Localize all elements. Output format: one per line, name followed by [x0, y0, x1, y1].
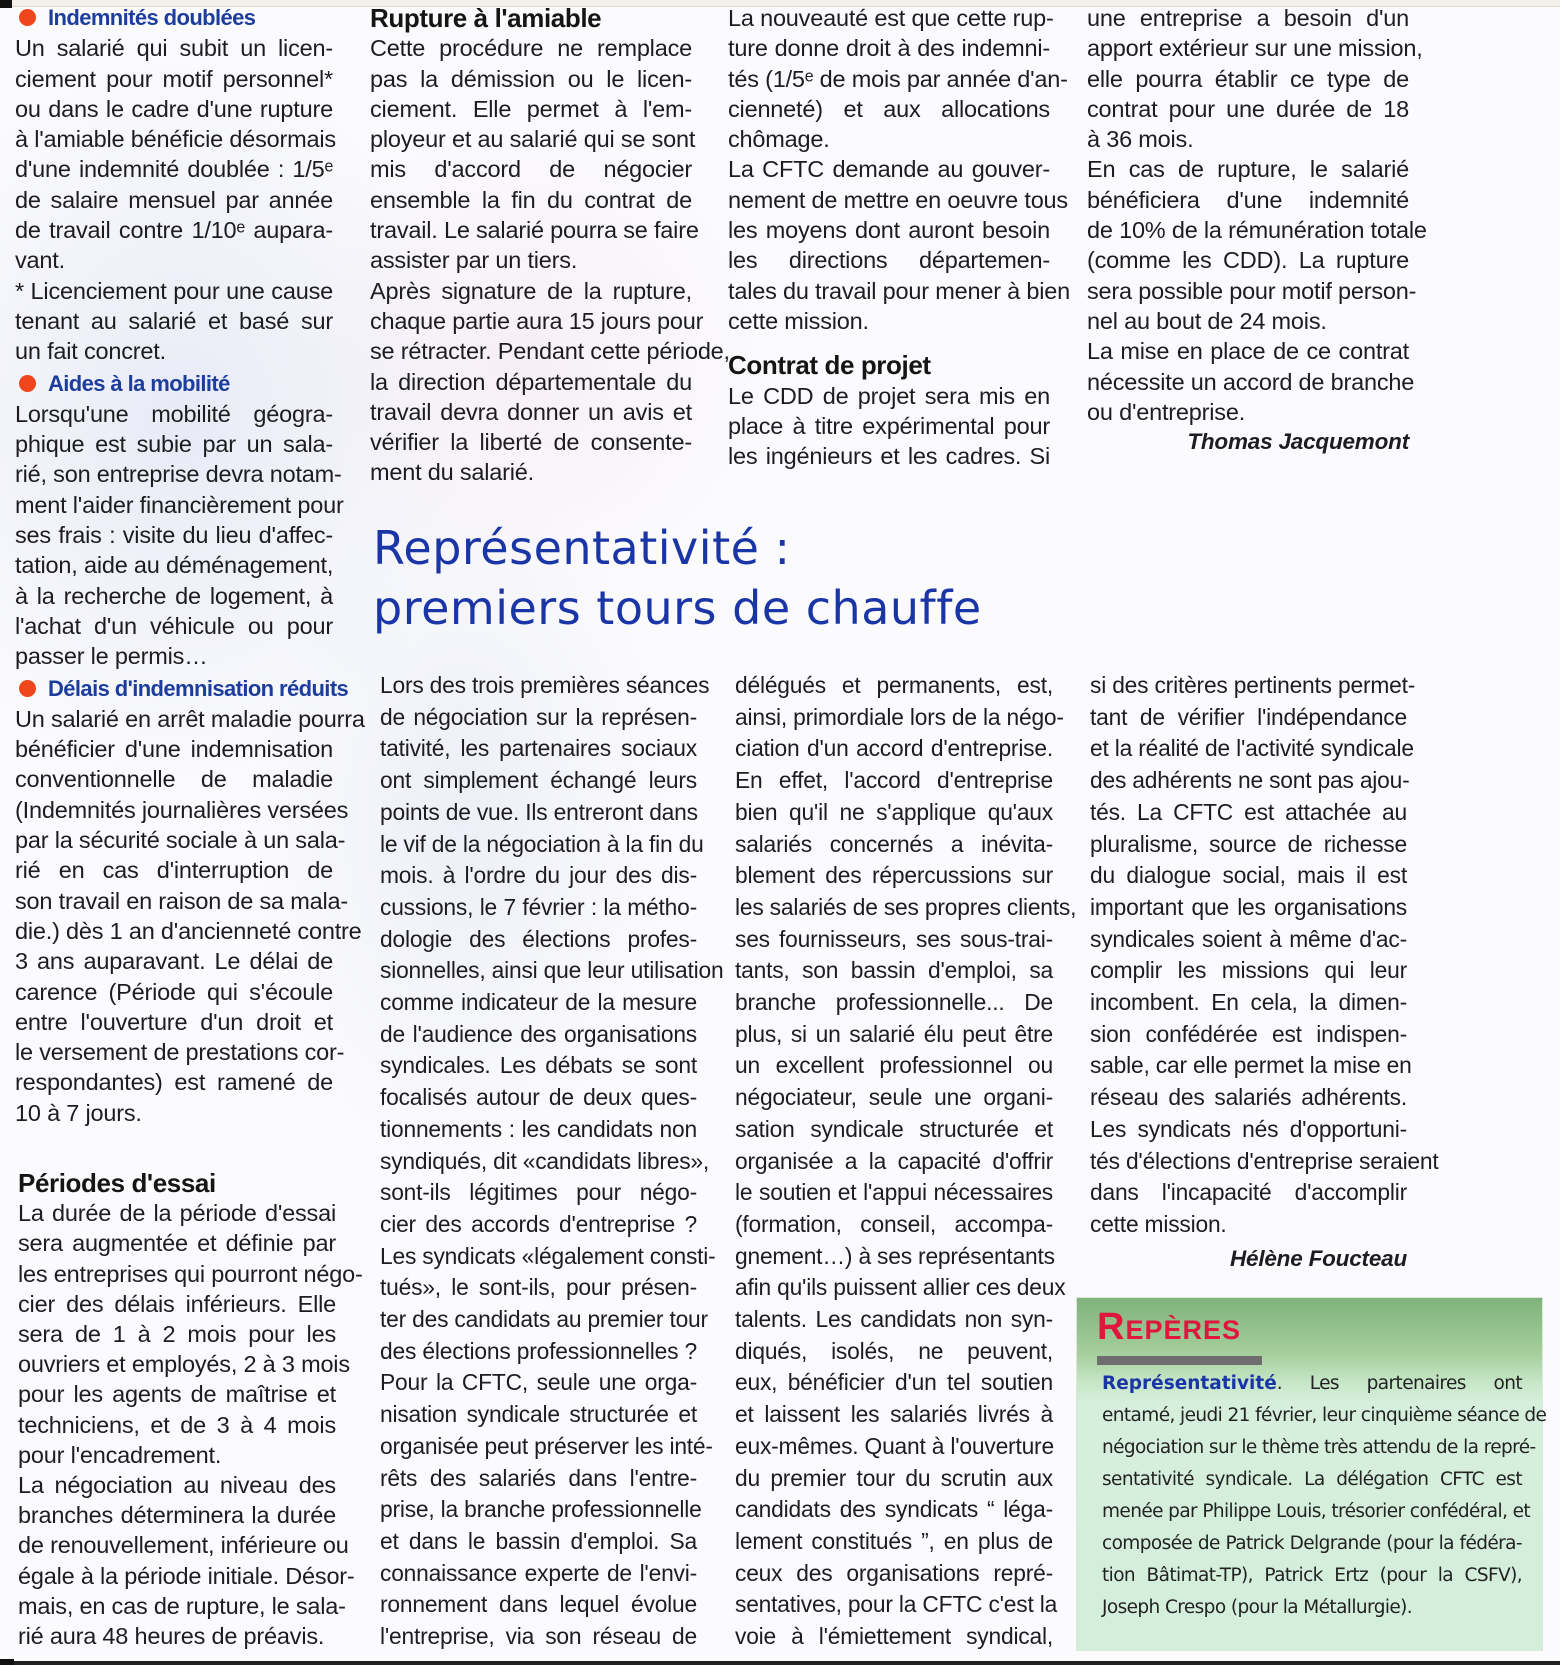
article-title-line-2: premiers tours de chauffe: [373, 581, 982, 635]
bullet-heading-text: Aides à la mobilité: [48, 370, 230, 396]
text-line: conventionnelle de maladie: [15, 766, 333, 793]
text-line: afin qu'ils puissent allier ces deux: [735, 1274, 1066, 1301]
text-line: tés (1/5ᵉ de mois par année d'an-: [728, 65, 1068, 92]
scan-corner-mark: [0, 1659, 14, 1665]
text-line: sentatives, pour la CFTC c'est la: [735, 1591, 1058, 1618]
text-line: syndiqués, dit «candidats libres»,: [380, 1147, 710, 1174]
text-line: Lorsqu'une mobilité géogra-: [15, 400, 333, 427]
text-line: tionnements : les candidats non: [380, 1115, 697, 1142]
text-line: comme indicateur de la mesure: [380, 989, 697, 1016]
text-line: un excellent professionnel ou: [735, 1052, 1053, 1079]
text-line: respondantes) est ramené de: [15, 1069, 333, 1096]
reperes-line: . Les partenaires ont: [1276, 1373, 1522, 1394]
text-line: Après signature de la rupture,: [370, 277, 692, 304]
text-line: composée de Patrick Delgrande (pour la fédéra-: [1102, 1533, 1522, 1554]
text-line: de l'audience des organisations: [380, 1020, 697, 1047]
text-line: pas la démission ou le licen-: [370, 65, 692, 92]
text-line: nisation syndicale structurée et: [380, 1401, 697, 1428]
text-line: une entreprise a besoin d'un: [1087, 5, 1409, 31]
author-signature: Thomas Jacquemont: [1187, 429, 1409, 455]
text-line: ment l'aider financièrement pour: [15, 491, 344, 518]
text-line: complir les missions qui leur: [1090, 957, 1407, 984]
text-line: ensemble la fin du contrat de: [370, 186, 692, 213]
text-line: sion confédérée est indispen-: [1090, 1020, 1407, 1047]
text-line: vant.: [15, 247, 65, 274]
text-line: de renouvellement, inférieure ou: [18, 1532, 349, 1559]
text-line: l'entreprise, via son réseau de: [380, 1623, 697, 1650]
text-line: organisée peut préserver les inté-: [380, 1432, 713, 1459]
text-line: nel au bout de 24 mois.: [1087, 307, 1327, 334]
text-line: dans l'incapacité d'accomplir: [1090, 1179, 1407, 1206]
text-line: dologie des élections profes-: [380, 925, 697, 952]
text-line: et dans le bassin d'emploi. Sa: [380, 1527, 697, 1554]
reperes-body: [1102, 1368, 1547, 1624]
text-line: tales du travail pour mener à bien: [728, 277, 1070, 304]
text-line: ouvriers et employés, 2 à 3 mois: [18, 1351, 350, 1378]
text-line: la direction départementale du: [370, 368, 692, 395]
text-line: un fait concret.: [15, 338, 166, 365]
text-line: menée par Philippe Louis, trésorier confédéral, et: [1102, 1501, 1531, 1522]
text-line: le vif de la négociation à la fin du: [380, 830, 704, 857]
text-line: eux, bénéficier d'un tel soutien: [735, 1369, 1053, 1396]
text-line: 3 ans auparavant. Le délai de: [15, 948, 333, 975]
text-line: En cas de rupture, le salarié: [1087, 156, 1409, 183]
text-line: branches déterminera la durée: [18, 1502, 336, 1529]
text-line: mois. à l'ordre du jour des dis-: [380, 862, 697, 889]
column-benefits: [15, 3, 365, 1128]
text-line: syndicales soient à même d'ac-: [1090, 925, 1407, 952]
text-line: sionnelles, ainsi que leur utilisation: [380, 957, 724, 984]
text-line: techniciens, et de 3 à 4 mois: [18, 1411, 336, 1438]
text-line: ronnement dans lequel évolue: [380, 1591, 697, 1618]
bottom-edge-rule: [0, 1661, 1560, 1665]
reperes-text: [1102, 1400, 1547, 1624]
text-line: talents. Les candidats non syn-: [735, 1306, 1053, 1333]
article-title: [373, 518, 1073, 638]
paragraph-rupture: [370, 33, 730, 487]
red-bullet-icon: [19, 375, 36, 392]
text-line: La nouveauté est que cette rup-: [728, 5, 1054, 31]
text-line: travail devra donner un avis et: [370, 398, 692, 425]
paragraph-representativite-2: [735, 670, 1077, 1653]
text-line: du dialogue social, mais il est: [1090, 862, 1407, 889]
text-line: sentativité syndicale. La délégation CFTC est: [1102, 1469, 1522, 1490]
column-periodes-essai: [18, 1168, 363, 1651]
text-line: égale à la période initiale. Désor-: [18, 1562, 355, 1589]
text-line: ter des candidats au premier tour: [380, 1306, 708, 1333]
text-line: (Indemnités journalières versées: [15, 796, 349, 823]
text-line: Lors des trois premières séances: [380, 672, 710, 698]
text-line: (formation, conseil, accompa-: [735, 1210, 1053, 1237]
text-line: sera possible pour motif person-: [1087, 277, 1417, 304]
column-contrat-projet-cont: [1087, 3, 1427, 457]
text-line: ou d'entreprise.: [1087, 398, 1246, 425]
reperes-underline-bar: [1097, 1356, 1262, 1365]
text-line: cette mission.: [1090, 1210, 1227, 1237]
text-line: l'achat d'un véhicule ou pour: [15, 612, 333, 639]
text-line: tant de vérifier l'indépendance: [1090, 703, 1407, 730]
red-bullet-icon: [19, 9, 36, 26]
paragraph-representativite-1: [380, 670, 724, 1653]
text-line: passer le permis…: [15, 643, 208, 670]
text-line: le soutien et l'appui nécessaires: [735, 1179, 1053, 1206]
text-line: ceux des organisations repré-: [735, 1559, 1053, 1586]
reperes-first-line: [1102, 1368, 1522, 1400]
text-line: tation, aide au déménagement,: [15, 552, 334, 579]
text-line: cier des délais inférieurs. Elle: [18, 1290, 336, 1317]
paragraph-representativite-3: [1090, 670, 1439, 1241]
text-line: organisée a la capacité d'offrir: [735, 1147, 1053, 1174]
text-line: réseau des salariés adhérents.: [1090, 1084, 1407, 1111]
text-line: die.) dès 1 an d'ancienneté contre: [15, 917, 362, 944]
text-line: eux-mêmes. Quant à l'ouverture: [735, 1432, 1054, 1459]
text-line: incombent. En cela, la dimen-: [1090, 989, 1407, 1016]
text-line: rié aura 48 heures de préavis.: [18, 1623, 325, 1650]
text-line: bénéficier d'une indemnisation: [15, 736, 333, 763]
text-line: si des critères pertinents permet-: [1090, 672, 1416, 698]
text-line: pour les agents de maîtrise et: [18, 1381, 336, 1408]
text-line: sation syndicale structurée et: [735, 1115, 1053, 1142]
spacer: [728, 336, 1050, 350]
text-line: négociateur, seule une organi-: [735, 1084, 1053, 1111]
text-line: chômage.: [728, 126, 830, 153]
text-line: se rétracter. Pendant cette période,: [370, 338, 730, 365]
text-line: Joseph Crespo (pour la Métallurgie).: [1102, 1597, 1413, 1618]
section-heading-periodes-essai: Périodes d'essai: [18, 1168, 216, 1198]
text-line: focalisés autour de deux ques-: [380, 1084, 697, 1111]
text-line: les moyens dont auront besoin: [728, 217, 1050, 244]
text-line: sera de 1 à 2 mois pour les: [18, 1321, 336, 1348]
article-title-line-1: Représentativité :: [373, 521, 791, 575]
text-line: chaque partie aura 15 jours pour: [370, 307, 704, 334]
text-line: phique est subie par un sala-: [15, 431, 333, 458]
text-line: salariés concernés a inévita-: [735, 830, 1053, 857]
reperes-title: Repères: [1097, 1306, 1241, 1348]
text-line: ou dans le cadre d'une rupture: [15, 95, 333, 122]
text-line: place à titre expérimental pour: [728, 412, 1050, 439]
text-line: ciation d'un accord d'entreprise.: [735, 735, 1053, 762]
text-line: tativité, les partenaires sociaux: [380, 735, 697, 762]
text-line: à 36 mois.: [1087, 126, 1194, 153]
column-rupture-cont: [728, 3, 1070, 471]
text-line: entamé, jeudi 21 février, leur cinquième séance de: [1102, 1405, 1547, 1426]
text-line: à la recherche de logement, à: [15, 582, 333, 609]
text-line: tués», le sont-ils, pour présen-: [380, 1274, 697, 1301]
text-line: vérifier la liberté de consente-: [370, 429, 692, 456]
paragraph-periodes-essai: [18, 1198, 363, 1651]
text-line: tants, son bassin d'emploi, sa: [735, 957, 1053, 984]
text-line: ses fournisseurs, ses sous-trai-: [735, 925, 1053, 952]
text-line: 10 à 7 jours.: [15, 1099, 142, 1126]
text-line: le versement de prestations cor-: [15, 1039, 345, 1066]
text-line: bien qu'il ne s'applique qu'aux: [735, 798, 1053, 825]
text-line: des élections professionnelles ?: [380, 1337, 697, 1364]
text-line: les directions départemen-: [728, 247, 1050, 274]
bullet-heading-indemnites: [15, 3, 333, 33]
text-line: mais, en cas de rupture, le sala-: [18, 1592, 346, 1619]
text-line: sable, car elle permet la mise en: [1090, 1052, 1412, 1079]
bullet-heading-text: Délais d'indemnisation réduits: [48, 675, 349, 701]
text-line: voie à l'émiettement syndical,: [735, 1623, 1053, 1650]
text-line: assister par un tiers.: [370, 247, 578, 274]
text-line: sont-ils légitimes pour négo-: [380, 1179, 697, 1206]
text-line: tenant au salarié et basé sur: [15, 307, 333, 334]
text-line: En effet, l'accord d'entreprise: [735, 767, 1053, 794]
scan-corner-mark: [0, 0, 12, 8]
text-line: ployeur et au salarié qui se sont: [370, 126, 696, 153]
text-line: cier des accords d'entreprise ?: [380, 1210, 697, 1237]
text-line: plus, si un salarié élu peut être: [735, 1020, 1053, 1047]
text-line: nécessite un accord de branche: [1087, 368, 1415, 395]
text-line: de salaire mensuel par année: [15, 186, 333, 213]
text-line: Un salarié en arrêt maladie pourra: [15, 705, 365, 732]
paragraph-contrat-projet-cont: [1087, 3, 1427, 427]
text-line: La mise en place de ce contrat: [1087, 338, 1409, 365]
text-line: blement des répercussions sur: [735, 862, 1053, 889]
text-line: les salariés de ses propres clients,: [735, 893, 1077, 920]
text-line: cette mission.: [728, 307, 869, 334]
text-line: par la sécurité sociale à un sala-: [15, 827, 346, 854]
text-line: diqués, isolés, ne peuvent,: [735, 1337, 1053, 1364]
text-line: (comme les CDD). La rupture: [1087, 247, 1409, 274]
column-rupture: [370, 3, 730, 488]
text-line: gnement…) à ses représentants: [735, 1242, 1055, 1269]
text-line: Les syndicats «légalement consti-: [380, 1242, 716, 1269]
text-line: tion Bâtimat-TP), Patrick Ertz (pour la CSFV),: [1102, 1565, 1522, 1586]
text-line: sera augmentée et définie par: [18, 1230, 336, 1257]
text-line: rié en cas d'interruption de: [15, 857, 333, 884]
text-line: ont simplement échangé leurs: [380, 767, 697, 794]
text-line: à l'amiable bénéficie désormais: [15, 126, 336, 153]
text-line: branche professionnelle... De: [735, 989, 1053, 1016]
text-line: Le CDD de projet sera mis en: [728, 382, 1050, 409]
text-line: ainsi, primordiale lors de la négo-: [735, 703, 1064, 730]
text-line: rié, son entreprise devra notam-: [15, 461, 342, 488]
text-line: rêts des salariés dans l'entre-: [380, 1464, 697, 1491]
text-line: et laissent les salariés livrés à: [735, 1401, 1053, 1428]
text-line: Pour la CFTC, seule une orga-: [380, 1369, 697, 1396]
text-line: nement de mettre en oeuvre tous: [728, 186, 1068, 213]
text-line: de 10% de la rémunération totale: [1087, 217, 1427, 244]
column-representativite-1: [380, 670, 724, 1653]
section-heading-contrat-projet: Contrat de projet: [728, 350, 931, 381]
text-line: points de vue. Ils entreront dans: [380, 798, 698, 825]
paragraph-mobilite: [15, 399, 344, 672]
text-line: ment du salarié.: [370, 459, 534, 486]
reperes-lead-term: Représentativité: [1102, 1373, 1277, 1394]
text-line: de négociation sur la représen-: [380, 703, 697, 730]
column-representativite-2: [735, 670, 1077, 1653]
red-bullet-icon: [19, 680, 36, 697]
text-line: important que les organisations: [1090, 893, 1407, 920]
text-line: syndicales. Les débats se sont: [380, 1052, 697, 1079]
text-line: négociation sur le thème très attendu de la repré-: [1102, 1437, 1536, 1458]
bullet-heading-mobilite: [15, 369, 333, 399]
text-line: Les syndicats nés d'opportuni-: [1090, 1115, 1407, 1142]
text-line: délégués et permanents, est,: [735, 672, 1053, 698]
text-line: lement constitués ”, en plus de: [735, 1527, 1053, 1554]
text-line: des adhérents ne sont pas ajou-: [1090, 767, 1410, 794]
text-line: tés. La CFTC est attachée au: [1090, 798, 1407, 825]
text-line: ciement. Elle permet à l'em-: [370, 95, 692, 122]
text-line: contrat pour une durée de 18: [1087, 95, 1409, 122]
text-line: les entreprises qui pourront négo-: [18, 1260, 363, 1287]
bullet-heading-text: Indemnités doublées: [48, 5, 256, 30]
text-line: tés d'élections d'entreprise seraient: [1090, 1147, 1439, 1174]
text-line: pluralisme, source de richesse: [1090, 830, 1407, 857]
text-line: ciement pour motif personnel*: [15, 65, 333, 92]
paragraph-contrat-projet: [728, 381, 1050, 472]
text-line: La durée de la période d'essai: [18, 1200, 336, 1227]
text-line: La CFTC demande au gouver-: [728, 156, 1050, 183]
text-line: entre l'ouverture d'un droit et: [15, 1008, 333, 1035]
text-line: prise, la branche professionnelle: [380, 1496, 702, 1523]
text-line: * Licenciement pour une cause: [15, 277, 333, 304]
text-line: pour l'encadrement.: [18, 1441, 222, 1468]
text-line: les ingénieurs et les cadres. Si: [728, 443, 1050, 470]
text-line: et la réalité de l'activité syndicale: [1090, 735, 1414, 762]
text-line: Un salarié qui subit un licen-: [15, 35, 333, 62]
text-line: cussions, le 7 février : la métho-: [380, 893, 697, 920]
paragraph-indemnites: [15, 33, 336, 366]
text-line: travail. Le salarié pourra se faire: [370, 217, 699, 244]
paragraph-nouveaute: [728, 3, 1070, 336]
text-line: La négociation au niveau des: [18, 1472, 336, 1499]
bullet-heading-delais: [15, 674, 349, 704]
author-signature: Hélène Foucteau: [1229, 1245, 1407, 1271]
text-line: cienneté) et aux allocations: [728, 95, 1050, 122]
column-representativite-3: [1090, 670, 1439, 1274]
text-line: de travail contre 1/10ᵉ aupara-: [15, 217, 333, 244]
text-line: son travail en raison de sa mala-: [15, 887, 349, 914]
text-line: ses frais : visite du lieu d'affec-: [15, 522, 333, 549]
section-heading-rupture: Rupture à l'amiable: [370, 3, 602, 33]
text-line: mis d'accord de négocier: [370, 156, 692, 183]
text-line: connaissance experte de l'envi-: [380, 1559, 697, 1586]
text-line: candidats des syndicats “ léga-: [735, 1496, 1053, 1523]
text-line: carence (Période qui s'écoule: [15, 978, 333, 1005]
text-line: d'une indemnité doublée : 1/5ᵉ: [15, 156, 333, 183]
paragraph-delais: [15, 704, 365, 1128]
reperes-sidebar-box: [1077, 1298, 1547, 1650]
text-line: du premier tour du scrutin aux: [735, 1464, 1053, 1491]
text-line: apport extérieur sur une mission,: [1087, 35, 1423, 62]
text-line: ture donne droit à des indemni-: [728, 35, 1050, 62]
text-line: elle pourra établir ce type de: [1087, 65, 1409, 92]
text-line: Cette procédure ne remplace: [370, 35, 692, 62]
text-line: bénéficiera d'une indemnité: [1087, 186, 1409, 213]
